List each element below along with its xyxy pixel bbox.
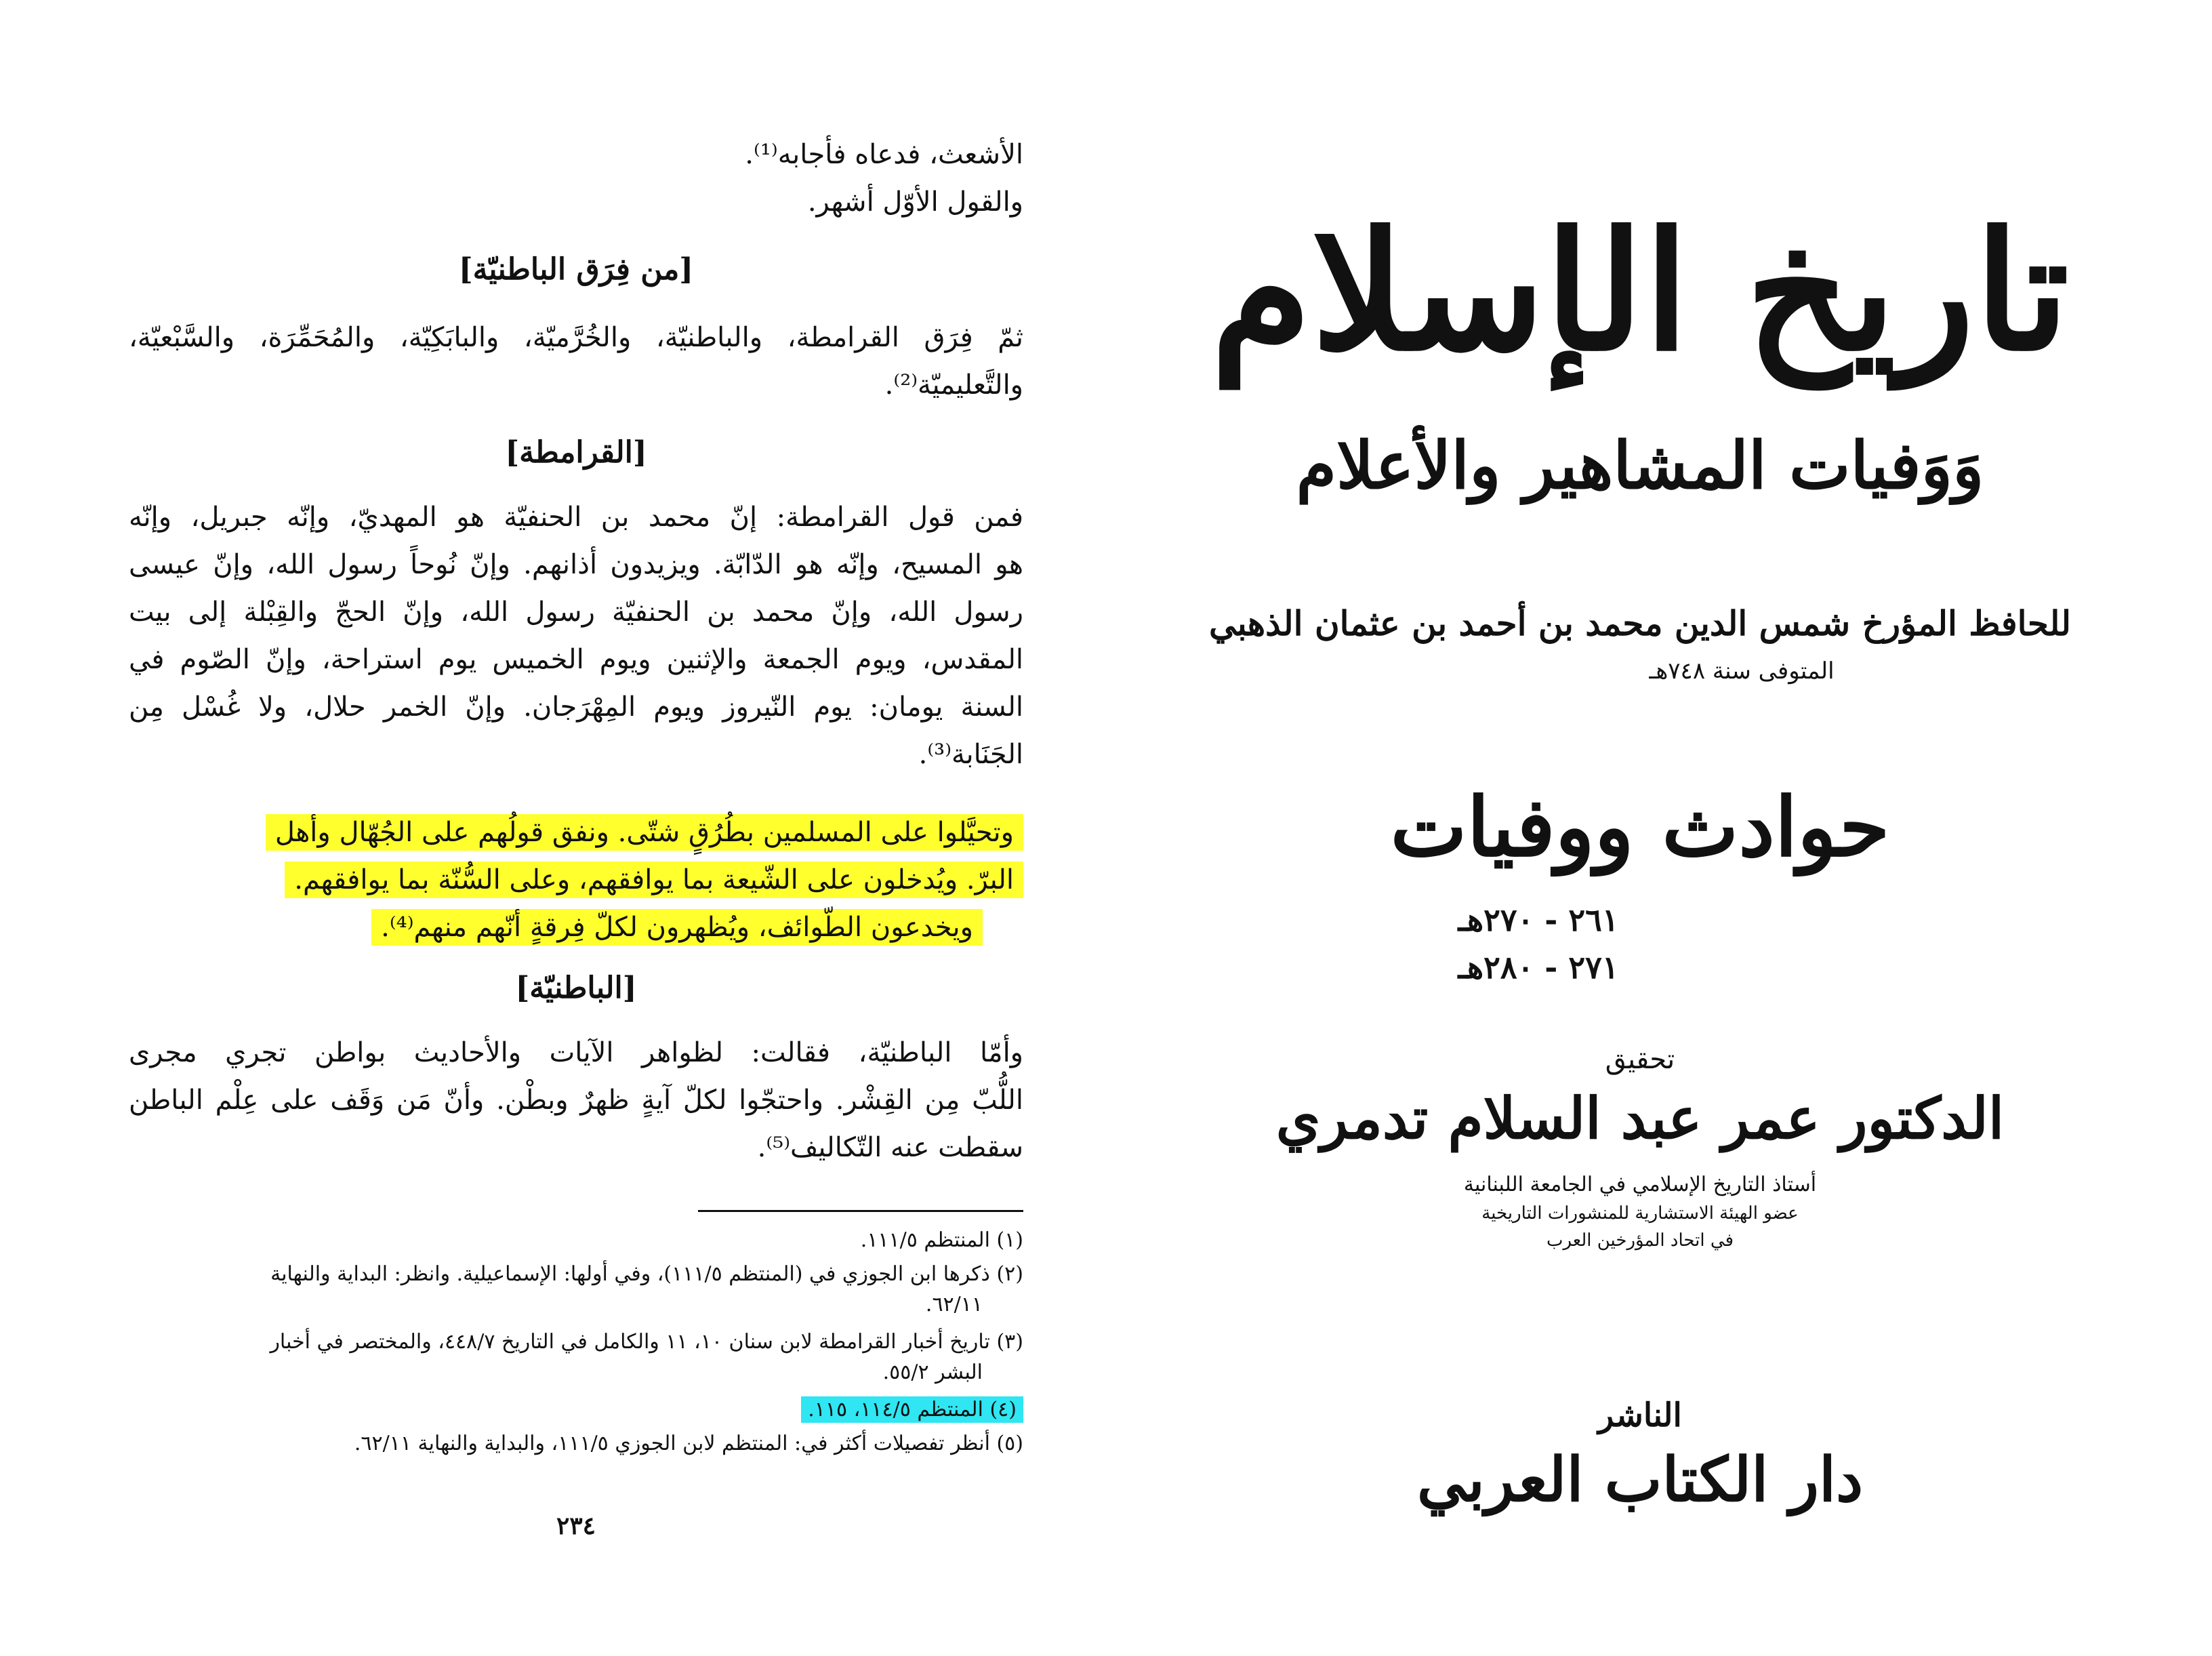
text-line: سقطت عنه التّكاليف⁽⁵⁾. xyxy=(757,1132,1023,1163)
text-line: هو المسيح، وإنّه هو الدّابّة. ويزيدون أذانهم. وإنّ نُوحاً رسول الله، وإنّ عيسى xyxy=(129,549,1023,580)
year-range: ٢٦١ - ٢٧٠هـ xyxy=(1458,902,1619,938)
year-range: ٢٧١ - ٢٨٠هـ xyxy=(1458,949,1619,986)
editor-title: أستاذ التاريخ الإسلامي في الجامعة اللبنانية xyxy=(1463,1173,1817,1196)
title-page xyxy=(1179,136,2101,1627)
author-death-date: المتوفى سنة ٧٤٨هـ xyxy=(1649,658,1835,685)
text-line: فمن قول القرامطة: إنّ محمد بن الحنفيّة هو المهديّ، وإنّه جبريل، وإنّه xyxy=(129,502,1023,533)
footnote-highlighted xyxy=(129,1396,1023,1423)
text-line: ثمّ فِرَق القرامطة، والباطنيّة، والخُرَّميّة، والبابَكِيّة، والمُحَمِّرَة، والسَّبْعيّة، xyxy=(129,322,1023,353)
footnote: (٢) ذكرها ابن الجوزي في (المنتظم ١١١/٥)، وفي أولها: الإسماعيلية. وانظر: البداية والنهاية xyxy=(270,1262,1023,1286)
highlighted-line xyxy=(129,813,1023,851)
section-heading-batiniyya-sects: [من فِرَق الباطنيّة] xyxy=(458,252,694,287)
footnote: (٣) تاريخ أخبار القرامطة لابن سنان ١٠، ١١ والكامل في التاريخ ٤٤٨/٧، والمختصر في أخبار xyxy=(270,1330,1023,1354)
footnote-divider xyxy=(698,1210,1023,1212)
publisher-label: الناشر xyxy=(1598,1396,1682,1434)
book-subtitle: وَوَفيات المشاهير والأعلام xyxy=(1296,427,1984,504)
publisher-name: دار الكتاب العربي xyxy=(1416,1444,1864,1516)
footnote: (٥) أنظر تفصيلات أكثر في: المنتظم لابن الجوزي ١١١/٥، والبداية والنهاية ٦٢/١١. xyxy=(354,1432,1023,1455)
page-number: ٢٣٤ xyxy=(556,1512,596,1540)
footnote: (١) المنتظم ١١١/٥. xyxy=(860,1228,1023,1252)
text-line: السنة يومان: يوم النّيروز ويوم المِهْرَجان. وإنّ الخمر حلال، ولا غُسْل مِن xyxy=(129,691,1023,723)
text-line: وأمّا الباطنيّة، فقالت: لظواهر الآيات والأحاديث بواطن تجري مجرى xyxy=(129,1037,1023,1068)
highlight-span: البرّ. ويُدخلون على الشّيعة بما يوافقهم، وعلى السُّنّة بما يوافقهم. xyxy=(285,862,1023,898)
volume-title: حوادث ووفيات xyxy=(1390,780,1890,875)
section-heading-batiniyya: [الباطنيّة] xyxy=(515,971,637,1005)
highlight-span: (٤) المنتظم ١١٤/٥، ١١٥. xyxy=(801,1396,1023,1423)
editor-title: في اتحاد المؤرخين العرب xyxy=(1546,1230,1734,1251)
highlight-span: ويخدعون الطّوائف، ويُظهرون لكلّ فِرقةٍ أنّهم منهم⁽⁴⁾. xyxy=(371,909,983,946)
highlighted-line xyxy=(129,908,983,946)
text-line: والتَّعليميّة⁽²⁾. xyxy=(884,369,1023,401)
text-line: المقدس، ويوم الجمعة والإثنين ويوم الخميس يوم استراحة، وإنّ الصّوم في xyxy=(129,644,1023,675)
author-line: للحافظ المؤرخ شمس الدين محمد بن أحمد بن عثمان الذهبي xyxy=(1209,603,2071,643)
text-line: رسول الله، وإنّ محمد بن الحنفيّة رسول الله، وإنّ الحجّ والقِبْلة إلى بيت xyxy=(129,597,1023,628)
book-title: تاريخ الإسلام xyxy=(1210,196,2070,387)
highlighted-line xyxy=(129,861,1023,899)
highlight-span: وتحيَّلوا على المسلمين بطُرُقٍ شتّى. ونفق قولُهم على الجُهّال وأهل xyxy=(266,814,1023,851)
editor-title: عضو الهيئة الاستشارية للمنشورات التاريخية xyxy=(1481,1203,1799,1224)
footnote: البشر ٥٥/٢. xyxy=(882,1360,983,1384)
text-line: الأشعث، فدعاه فأجابه⁽¹⁾. xyxy=(745,139,1023,170)
text-line: الجَنَابة⁽³⁾. xyxy=(918,739,1023,770)
editor-name: الدكتور عمر عبد السلام تدمري xyxy=(1275,1085,2005,1152)
text-line: اللُّبّ مِن القِشْر. واحتجّوا لكلّ آيةٍ ظهرٌ وبطْن. وأنّ مَن وَقَف على عِلْم الباطن xyxy=(129,1085,1023,1116)
footnote: ٦٢/١١. xyxy=(925,1293,983,1316)
left-page xyxy=(129,136,1023,1627)
tahqiq-label: تحقيق xyxy=(1605,1044,1675,1075)
section-heading-qaramita: [القرامطة] xyxy=(505,435,647,470)
text-line: والقول الأوّل أشهر. xyxy=(807,186,1023,218)
